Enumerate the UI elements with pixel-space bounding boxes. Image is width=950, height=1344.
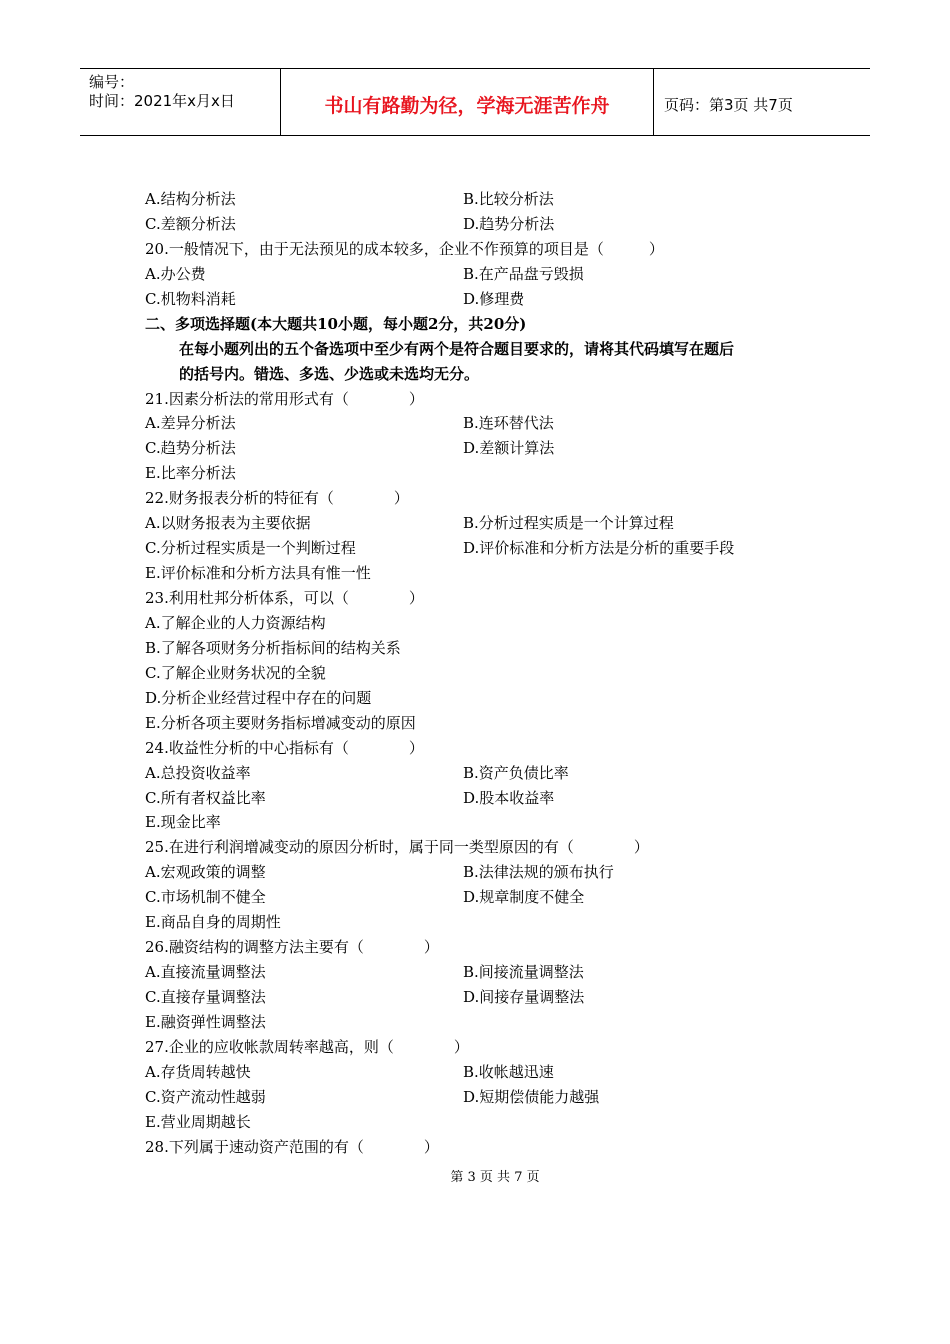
option-right: D.评价标准和分析方法是分析的重要手段: [463, 539, 735, 558]
option-single: E.比率分析法: [145, 464, 236, 483]
option-left: A.差异分析法: [145, 414, 236, 433]
option-single: E.营业周期越长: [145, 1112, 251, 1131]
option-right: B.分析过程实质是一个计算过程: [463, 514, 674, 533]
option-right: D.修理费: [463, 289, 525, 308]
header-page-info: 页码：第3页 共7页: [664, 96, 793, 114]
header-motto: 书山有路勤为径，学海无涯苦作舟: [324, 95, 610, 117]
option-row: [145, 511, 845, 536]
option-row: [145, 1060, 845, 1085]
option-row: [145, 212, 845, 237]
question-text: 25.在进行利润增减变动的原因分析时，属于同一类型原因的有（ ）: [145, 838, 649, 857]
question-text: 21.因素分析法的常用形式有（ ）: [145, 389, 424, 408]
page-footer: 第 3 页 共 7 页: [450, 1170, 540, 1185]
number-label: 编号：: [89, 73, 135, 91]
option-right: B.连环替代法: [463, 414, 554, 433]
option-row: [145, 761, 845, 786]
question-text: 23.利用杜邦分析体系，可以（ ）: [145, 589, 424, 607]
option-single: E.评价标准和分析方法具有惟一性: [145, 564, 371, 583]
option-row: [145, 411, 845, 436]
option-right: D.趋势分析法: [463, 214, 555, 233]
option-left: A.直接流量调整法: [145, 963, 266, 982]
option-left: C.直接存量调整法: [145, 988, 266, 1006]
page-header: [80, 68, 870, 136]
option-single: D.分析企业经营过程中存在的问题: [145, 688, 372, 707]
question-text: 27.企业的应收帐款周转率越高，则（ ）: [145, 1037, 469, 1056]
question-text: 28.下列属于速动资产范围的有（ ）: [145, 1137, 439, 1156]
question-text: 20.一般情况下，由于无法预见的成本较多，企业不作预算的项目是（ ）: [145, 239, 664, 258]
question-text: 22.财务报表分析的特征有（ ）: [145, 489, 409, 508]
option-single: E.分析各项主要财务指标增减变动的原因: [145, 713, 416, 732]
option-left: C.市场机制不健全: [145, 888, 266, 907]
option-left: C.分析过程实质是一个判断过程: [145, 539, 356, 558]
option-left: A.总投资收益率: [145, 763, 251, 782]
question-text: 24.收益性分析的中心指标有（ ）: [145, 738, 424, 757]
option-left: C.所有者权益比率: [145, 788, 266, 807]
option-left: A.结构分析法: [145, 190, 236, 208]
option-single: C.了解企业财务状况的全貌: [145, 663, 326, 682]
section-instructions: 的括号内。错选、多选、少选或未选均无分。: [179, 364, 480, 383]
option-single: B.了解各项财务分析指标间的结构关系: [145, 638, 401, 657]
option-row: [145, 287, 845, 312]
header-left-cell: [80, 69, 281, 135]
option-left: A.存货周转越快: [145, 1062, 251, 1081]
option-row: [145, 187, 845, 212]
option-row: [145, 262, 845, 287]
option-row: [145, 436, 845, 461]
option-right: B.资产负债比率: [463, 763, 569, 782]
option-left: C.资产流动性越弱: [145, 1087, 266, 1106]
option-single: E.现金比率: [145, 813, 221, 832]
option-row: [145, 536, 845, 561]
option-single: E.商品自身的周期性: [145, 913, 281, 932]
option-right: D.规章制度不健全: [463, 888, 585, 907]
option-right: B.比较分析法: [463, 190, 554, 208]
option-row: [145, 1085, 845, 1110]
option-left: A.办公费: [145, 264, 206, 283]
option-row: [145, 985, 845, 1010]
section-instructions: 在每小题列出的五个备选项中至少有两个是符合题目要求的，请将其代码填写在题后: [179, 339, 735, 358]
option-right: B.法律法规的颁布执行: [463, 863, 614, 882]
option-right: D.股本收益率: [463, 788, 555, 807]
exam-content: [145, 187, 845, 1160]
option-left: C.机物料消耗: [145, 289, 236, 308]
option-right: B.间接流量调整法: [463, 963, 584, 982]
option-single: A.了解企业的人力资源结构: [145, 613, 326, 632]
header-middle-cell: [281, 69, 654, 135]
section-heading: 二、多项选择题(本大题共10小题，每小题2分，共20分): [145, 314, 527, 333]
option-left: A.宏观政策的调整: [145, 863, 266, 882]
option-row: [145, 860, 845, 885]
option-left: C.趋势分析法: [145, 439, 236, 458]
option-row: [145, 786, 845, 811]
option-left: A.以财务报表为主要依据: [145, 514, 311, 533]
option-right: D.间接存量调整法: [463, 988, 585, 1006]
question-text: 26.融资结构的调整方法主要有（ ）: [145, 938, 439, 957]
option-single: E.融资弹性调整法: [145, 1012, 266, 1031]
time-label: 时间：2021年x月x日: [89, 92, 235, 110]
option-right: B.收帐越迅速: [463, 1062, 554, 1081]
option-right: D.差额计算法: [463, 439, 555, 458]
option-right: D.短期偿债能力越强: [463, 1087, 600, 1106]
option-left: C.差额分析法: [145, 214, 236, 233]
header-right-cell: [654, 69, 870, 135]
option-row: [145, 885, 845, 910]
option-row: [145, 960, 845, 985]
option-right: B.在产品盘亏毁损: [463, 264, 584, 283]
